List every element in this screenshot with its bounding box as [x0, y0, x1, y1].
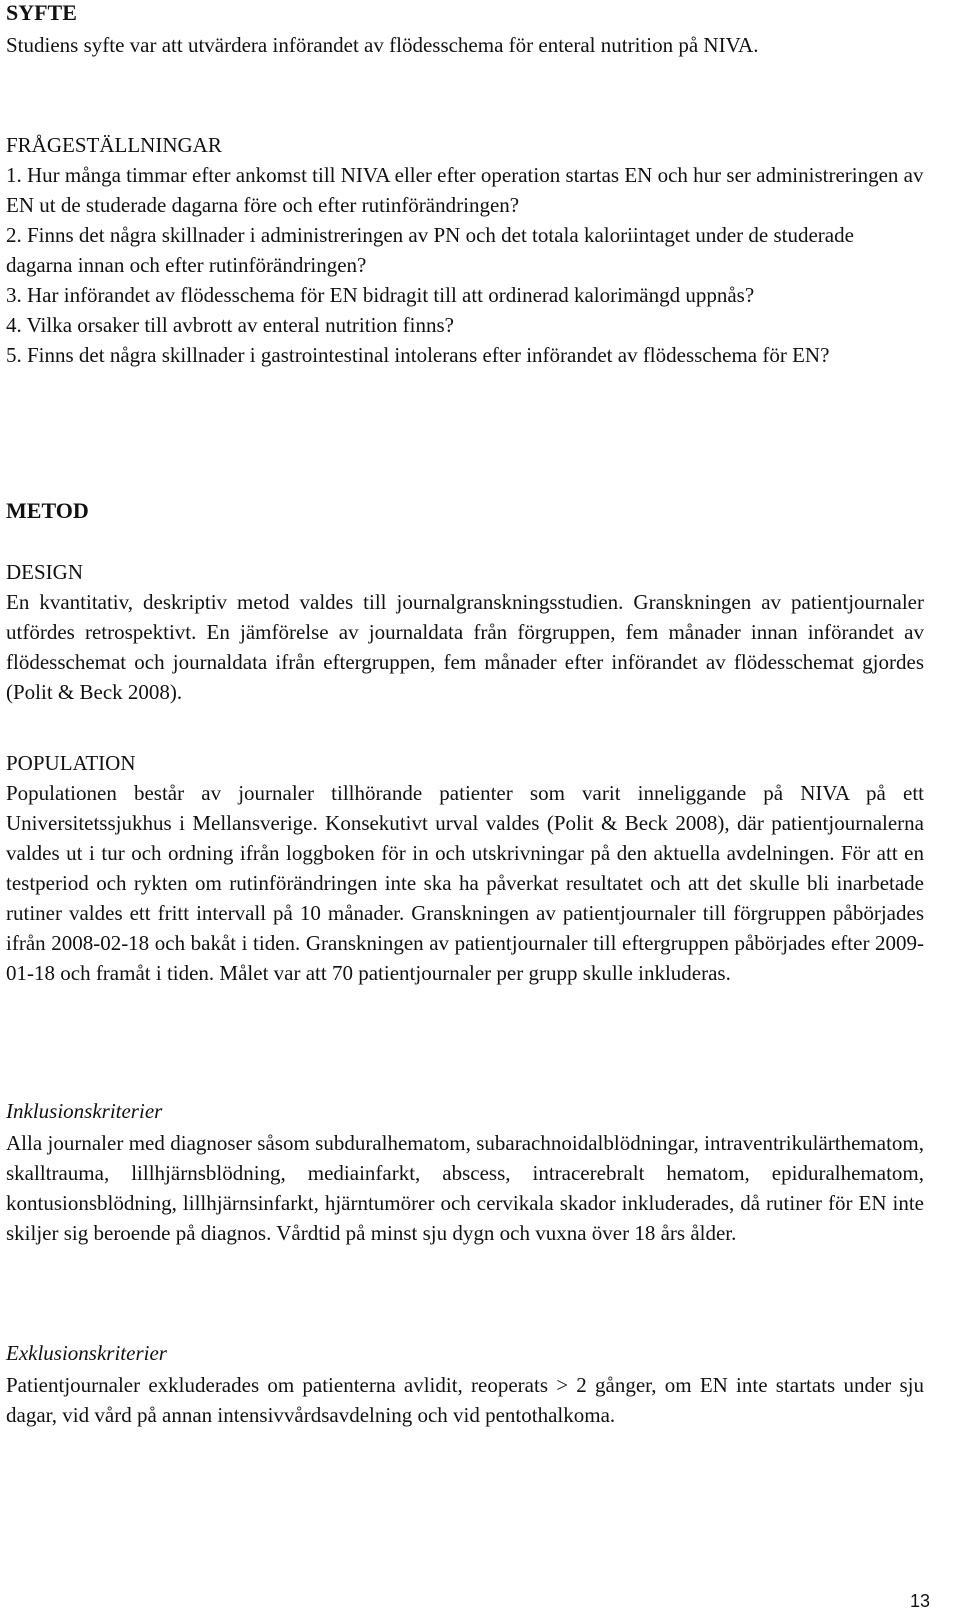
question-item-3: 3. Har införandet av flödesschema för EN bidragit till att ordinerad kalorimängd uppnås?	[6, 283, 755, 307]
syfte-section	[6, 0, 924, 60]
fragestallningar-heading: FRÅGESTÄLLNINGAR	[6, 133, 222, 157]
exklusion-text: Patientjournaler exkluderades om patienterna avlidit, reoperats > 2 gånger, om EN inte startats under sju dagar, vid vård på annan intensivvårdsavdelning och vid pentothalkoma.	[6, 1373, 924, 1427]
page-number: 13	[909, 1591, 930, 1611]
population-heading: POPULATION	[6, 751, 136, 775]
population-section	[6, 748, 924, 988]
syfte-heading: SYFTE	[6, 0, 77, 25]
syfte-text: Studiens syfte var att utvärdera införandet av flödesschema för enteral nutrition på NIVA.	[6, 33, 759, 57]
population-text: Populationen består av journaler tillhörande patienter som varit inneliggande på NIVA på ett Universitetssjukhus i Mellansverige. Konsekutivt urval valdes (Polit & Beck 2008), där patientjournalerna valdes ut i tur och ordning ifrån loggboken för in och utskrivningar på den aktuella avdelningen. För att en testperiod och rykten om rutinförändringen inte ska ha påverkat resultatet och att det skulle bli inarbetade rutiner valdes ett fritt intervall på 10 månader. Granskningen av patientjournaler till förgruppen påbörjades ifrån 2008-02-18 och bakåt i tiden. Granskningen av patientjournaler till eftergruppen påbörjades efter 2009-01-18 och framåt i tiden. Målet var att 70 patientjournaler per grupp skulle inkluderas.	[6, 781, 924, 985]
design-heading: DESIGN	[6, 560, 83, 584]
question-item-4: 4. Vilka orsaker till avbrott av enteral nutrition finns?	[6, 313, 454, 337]
inklusion-section	[6, 1096, 924, 1248]
metod-heading-block	[6, 498, 924, 524]
inklusion-text: Alla journaler med diagnoser såsom subduralhematom, subarachnoidalblödningar, intraventrikulärthematom, skalltrauma, lillhjärnsblödning, mediainfarkt, abscess, intracerebralt hematom, epiduralhematom, kontusionsblödning, lillhjärnsinfarkt, hjärntumörer och cervikala skador inkluderades, då rutiner för EN inte skiljer sig beroende på diagnos. Vårdtid på minst sju dygn och vuxna över 18 års ålder.	[6, 1131, 924, 1245]
design-text: En kvantitativ, deskriptiv metod valdes till journalgranskningsstudien. Granskningen av patientjournaler utfördes retrospektivt. En jämförelse av journaldata från förgruppen, fem månader innan införandet av flödesschemat och journaldata ifrån eftergruppen, fem månader efter införandet av flödesschemat gjordes (Polit & Beck 2008).	[6, 590, 924, 704]
question-item-5: 5. Finns det några skillnader i gastrointestinal intolerans efter införandet av flödesschema för EN?	[6, 343, 830, 367]
question-item-2: 2. Finns det några skillnader i administreringen av PN och det totala kaloriintaget under de studerade dagarna innan och efter rutinförändringen?	[6, 223, 854, 277]
inklusion-heading: Inklusionskriterier	[6, 1099, 163, 1123]
fragestallningar-section	[6, 130, 924, 370]
question-item-1: 1. Hur många timmar efter ankomst till NIVA eller efter operation startas EN och hur ser administreringen av EN ut de studerade dagarna före och efter rutinförändringen?	[6, 163, 924, 217]
exklusion-heading: Exklusionskriterier	[6, 1341, 167, 1365]
design-section	[6, 557, 924, 707]
metod-heading: METOD	[6, 498, 89, 523]
exklusion-section	[6, 1338, 924, 1430]
